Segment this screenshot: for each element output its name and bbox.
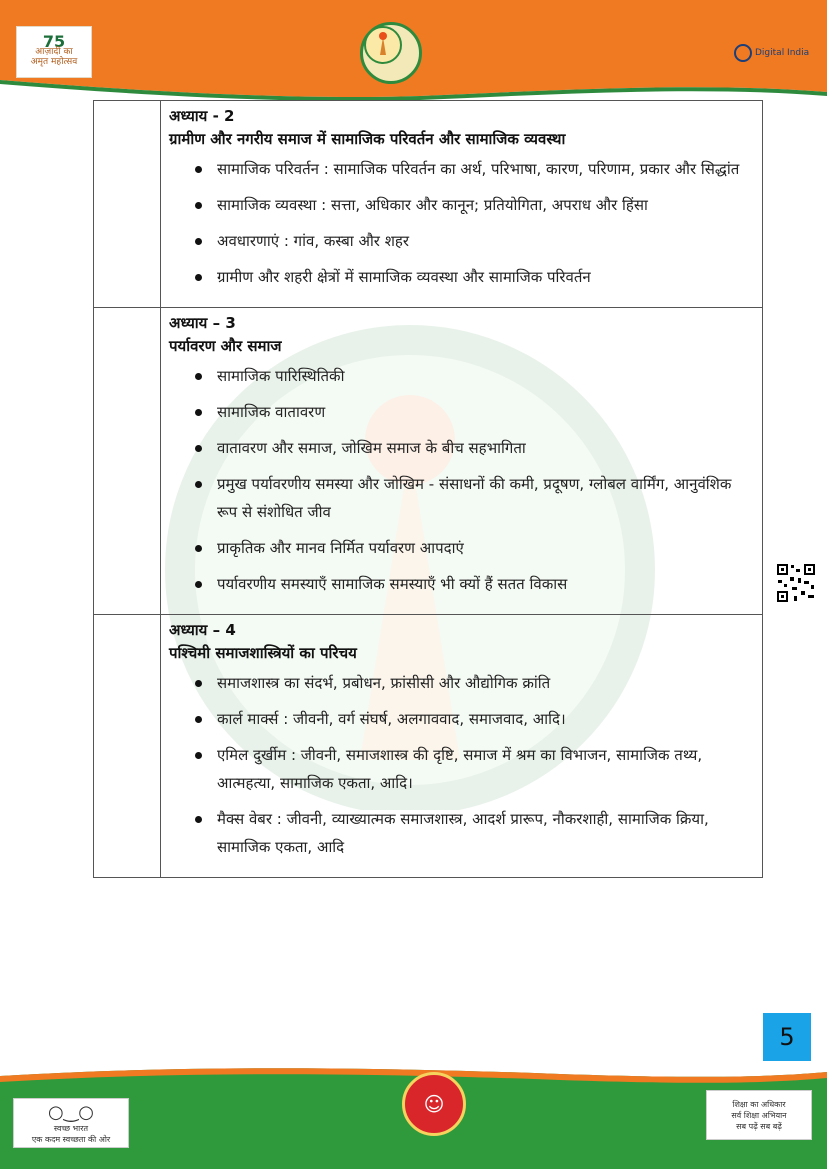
chapter-cell — [161, 308, 763, 615]
topic-item: पर्यावरणीय समस्याएँ सामाजिक समस्याएँ भी क्यों हैं सतत विकास — [191, 570, 756, 598]
topic-item: सामाजिक व्यवस्था : सत्ता, अधिकार और कानून; प्रतियोगिता, अपराध और हिंसा — [191, 191, 756, 219]
topic-item: वातावरण और समाज, जोखिम समाज के बीच सहभागिता — [191, 434, 756, 462]
topic-item: सामाजिक वातावरण — [191, 398, 756, 426]
chapter-row — [94, 615, 763, 878]
topic-item: समाजशास्त्र का संदर्भ, प्रबोधन, फ्रांसीसी और औद्योगिक क्रांति — [191, 669, 756, 697]
topic-list — [169, 669, 756, 861]
shiksha-ka-adhikar-logo: शिक्षा का अधिकार सर्व शिक्षा अभियान सब पढ़ें सब बढ़ें — [706, 1090, 812, 1140]
topic-item: मैक्स वेबर : जीवनी, व्याख्यात्मक समाजशास्त्र, आदर्श प्रारूप, नौकरशाही, सामाजिक क्रिया, सामाजिक एकता, आदि — [191, 805, 756, 861]
syllabus-table — [93, 100, 763, 878]
chapter-row — [94, 308, 763, 615]
topic-item: प्रमुख पर्यावरणीय समस्या और जोखिम - संसाधनों की कमी, प्रदूषण, ग्लोबल वार्मिंग, आनुवंशिक रूप से संशोधित जीव — [191, 470, 756, 526]
digital-india-icon — [734, 44, 752, 62]
chapter-cell — [161, 101, 763, 308]
digital-india-logo: Digital India — [734, 38, 810, 68]
topic-list — [169, 362, 756, 598]
topic-list — [169, 155, 756, 291]
beti-bachao-logo — [402, 1072, 466, 1136]
chapter-number: अध्याय – 3 — [169, 314, 236, 332]
chapter-title: ग्रामीण और नगरीय समाज में सामाजिक परिवर्तन और सामाजिक व्यवस्था — [169, 130, 566, 148]
girl-face-icon: ☺ — [423, 1092, 445, 1116]
glasses-icon: ○‿○ — [48, 1101, 94, 1123]
qr-code-icon[interactable] — [776, 563, 816, 603]
topic-item: अवधारणाएं : गांव, कस्बा और शहर — [191, 227, 756, 255]
topic-item: सामाजिक परिवर्तन : सामाजिक परिवर्तन का अर्थ, परिभाषा, कारण, परिणाम, प्रकार और सिद्धांत — [191, 155, 756, 183]
serial-cell — [94, 615, 161, 878]
chapter-title: पर्यावरण और समाज — [169, 337, 282, 355]
topic-item: कार्ल मार्क्स : जीवनी, वर्ग संघर्ष, अलगाववाद, समाजवाद, आदि। — [191, 705, 756, 733]
topic-item: एमिल दुर्खीम : जीवनी, समाजशास्त्र की दृष्टि, समाज में श्रम का विभाजन, सामाजिक तथ्य, आत्महत्या, सामाजिक एकता, आदि। — [191, 741, 756, 797]
chapter-number: अध्याय - 2 — [169, 107, 235, 125]
board-emblem-logo — [360, 22, 422, 84]
chapter-cell — [161, 615, 763, 878]
topic-item: ग्रामीण और शहरी क्षेत्रों में सामाजिक व्यवस्था और सामाजिक परिवर्तन — [191, 263, 756, 291]
serial-cell — [94, 101, 161, 308]
topic-item: प्राकृतिक और मानव निर्मित पर्यावरण आपदाएं — [191, 534, 756, 562]
serial-cell — [94, 308, 161, 615]
chapter-title: पश्चिमी समाजशास्त्रियों का परिचय — [169, 644, 357, 662]
swachh-bharat-logo: ○‿○ स्वच्छ भारत एक कदम स्वच्छता की ओर — [13, 1098, 129, 1148]
chapter-number: अध्याय – 4 — [169, 621, 236, 639]
topic-item: सामाजिक पारिस्थितिकी — [191, 362, 756, 390]
chapter-row — [94, 101, 763, 308]
azadi-amrit-mahotsav-logo: 75 आज़ादी का अमृत महोत्सव — [16, 26, 92, 78]
torch-icon — [363, 25, 403, 65]
page-number: 5 — [763, 1013, 811, 1061]
page-header — [0, 0, 827, 100]
